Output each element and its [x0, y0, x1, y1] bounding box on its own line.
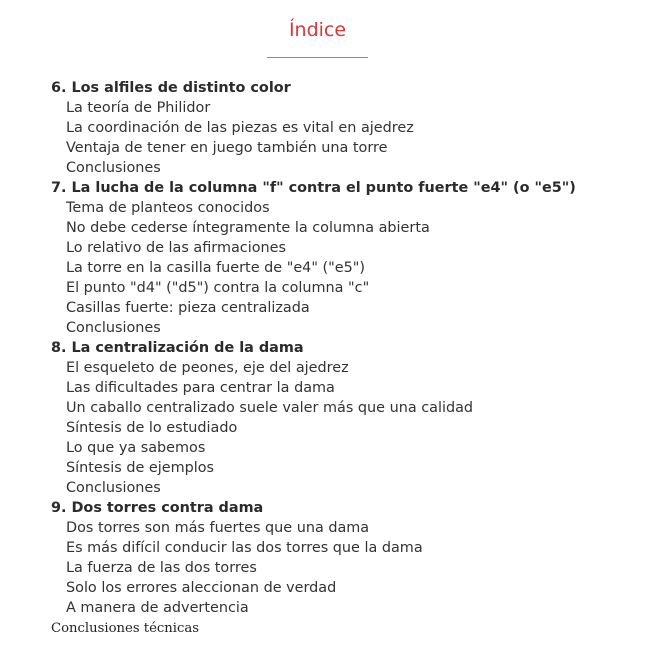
section-link[interactable]: Síntesis de ejemplos: [66, 460, 215, 476]
section-link[interactable]: A manera de advertencia: [66, 600, 249, 616]
section-link[interactable]: Dos torres son más fuertes que una dama: [66, 520, 370, 536]
section-link[interactable]: Conclusiones: [66, 160, 161, 176]
chapter-6: [51, 78, 666, 178]
section-link[interactable]: Conclusiones: [66, 320, 161, 336]
chapter-heading[interactable]: 6. Los alfiles de distinto color: [51, 80, 291, 96]
title-divider: [267, 57, 368, 58]
section-link[interactable]: Las dificultades para centrar la dama: [66, 380, 335, 396]
section-link[interactable]: Un caballo centralizado suele valer más que una calidad: [66, 400, 474, 416]
section-link[interactable]: Casillas fuerte: pieza centralizada: [66, 300, 310, 316]
chapter-heading[interactable]: 9. Dos torres contra dama: [51, 500, 264, 516]
section-link[interactable]: La fuerza de las dos torres: [66, 560, 257, 576]
section-link[interactable]: Es más difícil conducir las dos torres que la dama: [66, 540, 423, 556]
chapter-heading[interactable]: 8. La centralización de la dama: [51, 340, 304, 356]
section-link[interactable]: El punto "d4" ("d5") contra la columna "c": [66, 280, 370, 296]
section-link[interactable]: Solo los errores aleccionan de verdad: [66, 580, 337, 596]
conclusiones-tecnicas-link[interactable]: Conclusiones técnicas: [51, 621, 200, 636]
page-header: [0, 16, 635, 44]
table-of-contents: [51, 78, 666, 640]
page-title: Índice: [288, 19, 347, 41]
section-link[interactable]: Lo que ya sabemos: [66, 440, 206, 456]
section-link[interactable]: La torre en la casilla fuerte de "e4" ("e5"): [66, 260, 365, 276]
chapter-8: [51, 338, 666, 498]
chapter-heading[interactable]: 7. La lucha de la columna "f" contra el punto fuerte "e4" (o "e5"): [51, 180, 576, 196]
section-link[interactable]: La teoría de Philidor: [66, 100, 211, 116]
chapter-7: [51, 178, 666, 338]
section-link[interactable]: El esqueleto de peones, eje del ajedrez: [66, 360, 349, 376]
section-link[interactable]: No debe cederse íntegramente la columna abierta: [66, 220, 430, 236]
section-link[interactable]: Ventaja de tener en juego también una torre: [66, 140, 388, 156]
section-link[interactable]: Conclusiones: [66, 480, 161, 496]
section-link[interactable]: Síntesis de lo estudiado: [66, 420, 238, 436]
section-link[interactable]: Tema de planteos conocidos: [66, 200, 270, 216]
section-link[interactable]: La coordinación de las piezas es vital en ajedrez: [66, 120, 414, 136]
section-link[interactable]: Lo relativo de las afirmaciones: [66, 240, 286, 256]
chapter-9: [51, 498, 666, 618]
